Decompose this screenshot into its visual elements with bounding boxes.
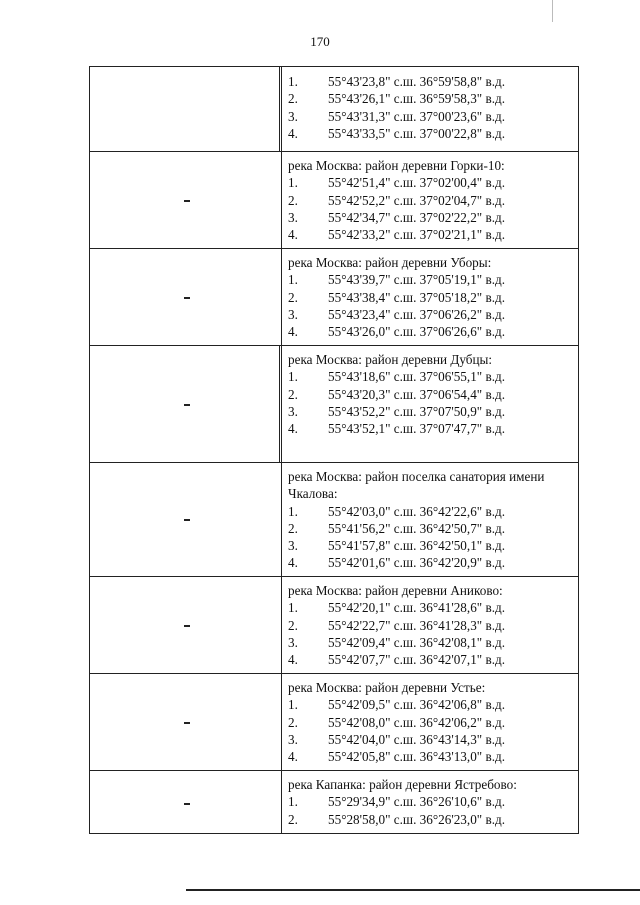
coordinates-table: [89, 66, 579, 834]
table-cell-left: [90, 674, 282, 770]
table-cell-left: [90, 67, 282, 151]
coordinate-point: 3. 55°43'52,2" с.ш. 37°07'50,9" в.д.: [288, 403, 505, 419]
table-row: [90, 770, 578, 833]
section-heading: река Москва: район деревни Горки-10:: [288, 158, 505, 173]
section-heading: река Москва: район деревни Устье:: [288, 680, 486, 695]
coordinate-point: 2. 55°43'26,1" с.ш. 36°59'58,3" в.д.: [288, 91, 505, 107]
section-heading: река Москва: район поселка санатория имени Чкалова:: [288, 469, 545, 502]
dash-mark: [184, 519, 190, 521]
coordinate-point: 2. 55°43'20,3" с.ш. 37°06'54,4" в.д.: [288, 386, 505, 402]
coordinate-point: 3. 55°43'23,4" с.ш. 37°06'26,2" в.д.: [288, 306, 505, 322]
table-cell-left: [90, 771, 282, 833]
table-cell-left: [90, 463, 282, 576]
table-row: [90, 462, 578, 576]
table-row: [90, 673, 578, 770]
coordinate-point: 1. 55°43'18,6" с.ш. 37°06'55,1" в.д.: [288, 369, 505, 385]
table-cell-right: [282, 463, 578, 576]
table-row: [90, 345, 578, 462]
coordinate-point: 2. 55°43'38,4" с.ш. 37°05'18,2" в.д.: [288, 289, 505, 305]
table-cell-right: [282, 674, 578, 770]
coordinate-point: 4. 55°42'01,6" с.ш. 36°42'20,9" в.д.: [288, 555, 505, 571]
dash-mark: [184, 404, 190, 406]
table-cell-left: [90, 249, 282, 345]
coordinate-point: 1. 55°29'34,9" с.ш. 36°26'10,6" в.д.: [288, 794, 505, 810]
dash-mark: [184, 625, 190, 627]
scan-bottom-edge: [186, 889, 640, 891]
table-cell-right: [282, 152, 578, 248]
coordinate-point: 3. 55°43'31,3" с.ш. 37°00'23,6" в.д.: [288, 108, 505, 124]
page-number: 170: [310, 34, 330, 49]
table-cell-right: [282, 577, 578, 673]
dash-mark: [184, 803, 190, 805]
coordinate-point: 4. 55°42'33,2" с.ш. 37°02'21,1" в.д.: [288, 227, 505, 243]
coordinate-point: 3. 55°42'34,7" с.ш. 37°02'22,2" в.д.: [288, 209, 505, 225]
coordinate-point: 4. 55°42'05,8" с.ш. 36°43'13,0" в.д.: [288, 749, 505, 765]
coordinate-point: 2. 55°42'22,7" с.ш. 36°41'28,3" в.д.: [288, 617, 505, 633]
table-cell-left: [90, 577, 282, 673]
table-cell-right: [282, 67, 578, 151]
table-row: [90, 576, 578, 673]
section-heading: река Москва: район деревни Уборы:: [288, 255, 492, 270]
table-cell-right: [282, 346, 578, 462]
coordinate-point: 1. 55°43'39,7" с.ш. 37°05'19,1" в.д.: [288, 272, 505, 288]
coordinate-point: 4. 55°43'52,1" с.ш. 37°07'47,7" в.д.: [288, 421, 505, 437]
table-row: [90, 67, 578, 151]
coordinate-point: 2. 55°28'58,0" с.ш. 36°26'23,0" в.д.: [288, 811, 505, 827]
dash-mark: [184, 200, 190, 202]
coordinate-point: 1. 55°42'09,5" с.ш. 36°42'06,8" в.д.: [288, 697, 505, 713]
coordinate-point: 2. 55°41'56,2" с.ш. 36°42'50,7" в.д.: [288, 520, 505, 536]
table-row: [90, 248, 578, 345]
coordinate-point: 4. 55°43'33,5" с.ш. 37°00'22,8" в.д.: [288, 125, 505, 141]
coordinate-point: 3. 55°42'09,4" с.ш. 36°42'08,1" в.д.: [288, 634, 505, 650]
coordinate-point: 2. 55°42'52,2" с.ш. 37°02'04,7" в.д.: [288, 192, 505, 208]
section-heading: река Москва: район деревни Дубцы:: [288, 352, 493, 367]
table-cell-left: [90, 346, 282, 462]
coordinate-point: 2. 55°42'08,0" с.ш. 36°42'06,2" в.д.: [288, 714, 505, 730]
scan-corner-mark: [552, 0, 553, 22]
coordinate-point: 1. 55°43'23,8" с.ш. 36°59'58,8" в.д.: [288, 74, 505, 89]
section-heading: река Капанка: район деревни Ястребово:: [288, 777, 517, 792]
coordinate-point: 4. 55°43'26,0" с.ш. 37°06'26,6" в.д.: [288, 324, 505, 340]
coordinate-point: 4. 55°42'07,7" с.ш. 36°42'07,1" в.д.: [288, 652, 505, 668]
coordinate-point: 1. 55°42'20,1" с.ш. 36°41'28,6" в.д.: [288, 600, 505, 616]
dash-mark: [184, 297, 190, 299]
coordinate-point: 3. 55°42'04,0" с.ш. 36°43'14,3" в.д.: [288, 731, 505, 747]
section-heading: река Москва: район деревни Аниково:: [288, 583, 503, 598]
table-row: [90, 151, 578, 248]
table-cell-right: [282, 249, 578, 345]
coordinate-point: 3. 55°41'57,8" с.ш. 36°42'50,1" в.д.: [288, 538, 505, 554]
dash-mark: [184, 722, 190, 724]
table-cell-right: [282, 771, 578, 833]
coordinate-point: 1. 55°42'51,4" с.ш. 37°02'00,4" в.д.: [288, 175, 505, 191]
coordinate-point: 1. 55°42'03,0" с.ш. 36°42'22,6" в.д.: [288, 503, 505, 519]
table-cell-left: [90, 152, 282, 248]
